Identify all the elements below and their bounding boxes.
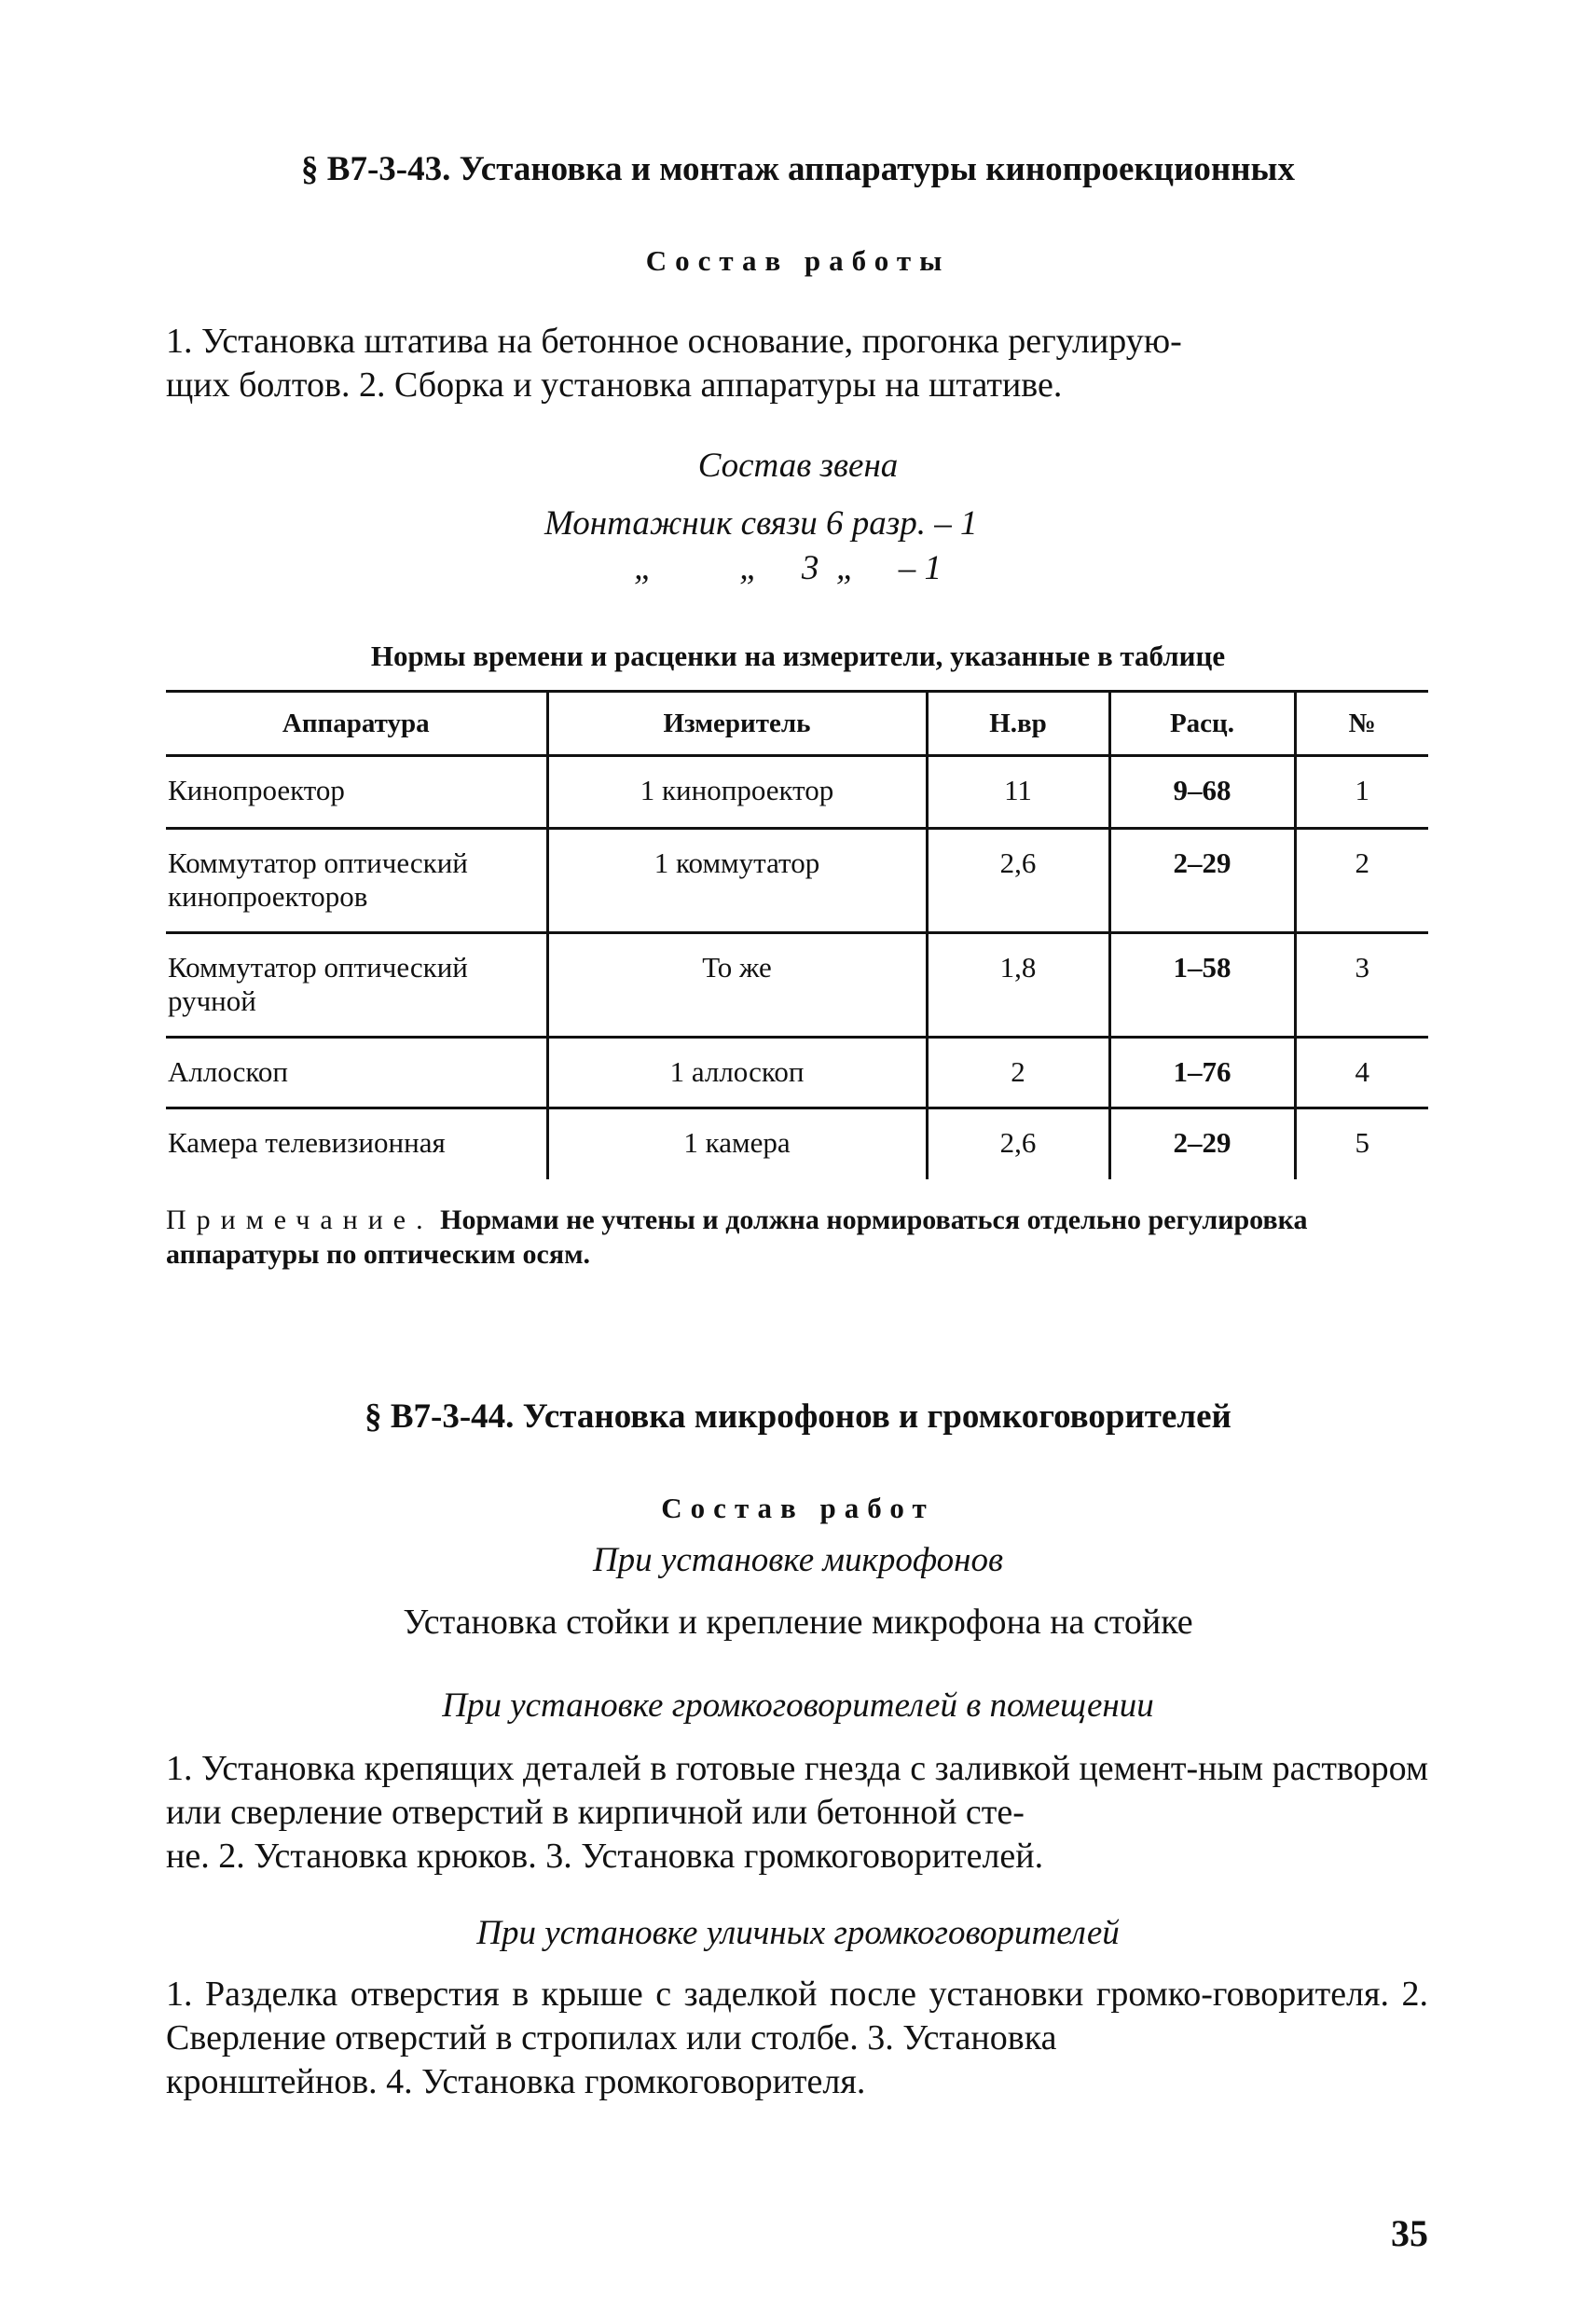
street-speakers-text [166,1973,1428,2104]
table-row [166,829,1428,933]
table-row [166,933,1428,1038]
work-composition-text-last: щих болтов. 2. Сборка и установка аппаратуры на штативе. [166,365,1063,405]
cell-time-norm: 11 [927,756,1109,829]
cell-rate: 1–58 [1109,933,1295,1038]
table-row [166,1108,1428,1179]
cell-rate: 9–68 [1109,756,1295,829]
crew-line-1: Монтажник связи 6 разр. – 1 [544,504,978,543]
header-apparatus: Аппаратура [282,708,430,738]
cell-time-norm: 2 [927,1038,1109,1108]
cell-number: 1 [1295,756,1428,829]
cell-apparatus: Камера телевизионная [168,1126,446,1159]
work-composition-text [166,320,1428,407]
header-number: № [1295,692,1428,756]
street-speakers-subtitle: При установке уличных громкоговорителей [476,1914,1120,1952]
header-meter: Измеритель [547,692,927,756]
cell-rate: 1–76 [1109,1038,1295,1108]
cell-apparatus: Коммутатор оптический ручной [168,951,468,1017]
cell-number: 5 [1295,1108,1428,1179]
cell-number: 3 [1295,933,1428,1038]
cell-rate: 2–29 [1109,829,1295,933]
crew-line-2: „ „ 3 „ – 1 [634,549,942,587]
indoor-speakers-text [166,1747,1428,1878]
page-number: 35 [1391,2212,1428,2254]
section-heading-b7-3-43: § В7-3-43. Установка и монтаж аппаратуры кинопроекционных [301,150,1295,188]
cell-number: 4 [1295,1038,1428,1108]
cell-apparatus: Аллоскоп [168,1055,288,1088]
microphones-subtitle: При установке микрофонов [592,1541,1004,1579]
microphones-text: Установка стойки и крепление микрофона на стойке [403,1603,1193,1642]
norms-table [166,690,1428,1179]
cell-meter: 1 аллоскоп [547,1038,927,1108]
table-note [166,1203,1426,1272]
cell-meter: 1 кинопроектор [547,756,927,829]
table-caption: Нормы времени и расценки на измерители, указанные в таблице [370,640,1226,672]
indoor-speakers-text-main: 1. Установка крепящих деталей в готовые гнезда с заливкой цемент-ным раствором или сверление отверстий в кирпичной или бетонной сте- [166,1749,1428,1832]
cell-rate: 2–29 [1109,1108,1295,1179]
table-row [166,756,1428,829]
indoor-speakers-subtitle: При установке громкоговорителей в помещении [442,1686,1154,1725]
cell-number: 2 [1295,829,1428,933]
header-rate: Расц. [1109,692,1295,756]
cell-meter: 1 камера [547,1108,927,1179]
street-speakers-text-main: 1. Разделка отверстия в крыше с заделкой после установки громко-говорителя. 2. Сверление отверстий в стропилах или столбе. 3. Установка [166,1975,1428,2057]
cell-time-norm: 1,8 [927,933,1109,1038]
indoor-speakers-text-last: не. 2. Установка крюков. 3. Установка громкоговорителей. [166,1837,1044,1876]
header-time-norm: Н.вр [927,692,1109,756]
cell-time-norm: 2,6 [927,1108,1109,1179]
crew-composition-title: Состав звена [697,447,899,485]
section-heading-b7-3-44: § В7-3-44. Установка микрофонов и громкоговорителей [365,1397,1231,1436]
note-label: Примечание. [166,1204,433,1235]
work-composition-title: Состав работы [645,244,951,277]
works-composition-title: Состав работ [661,1492,935,1524]
cell-apparatus: Коммутатор оптический кинопроекторов [168,846,468,913]
work-composition-text-main: 1. Установка штатива на бетонное основание, прогонка регулирую- [166,322,1182,361]
cell-meter: То же [547,933,927,1038]
table-row [166,1038,1428,1108]
street-speakers-text-last: кронштейнов. 4. Установка громкоговорителя. [166,2062,866,2101]
cell-apparatus: Кинопроектор [168,774,345,806]
note-text: Нормами не учтены и должна нормироваться отдельно регулировка аппаратуры по оптическим осям. [166,1204,1308,1270]
cell-time-norm: 2,6 [927,829,1109,933]
table-header-row [166,692,1428,756]
cell-meter: 1 коммутатор [547,829,927,933]
